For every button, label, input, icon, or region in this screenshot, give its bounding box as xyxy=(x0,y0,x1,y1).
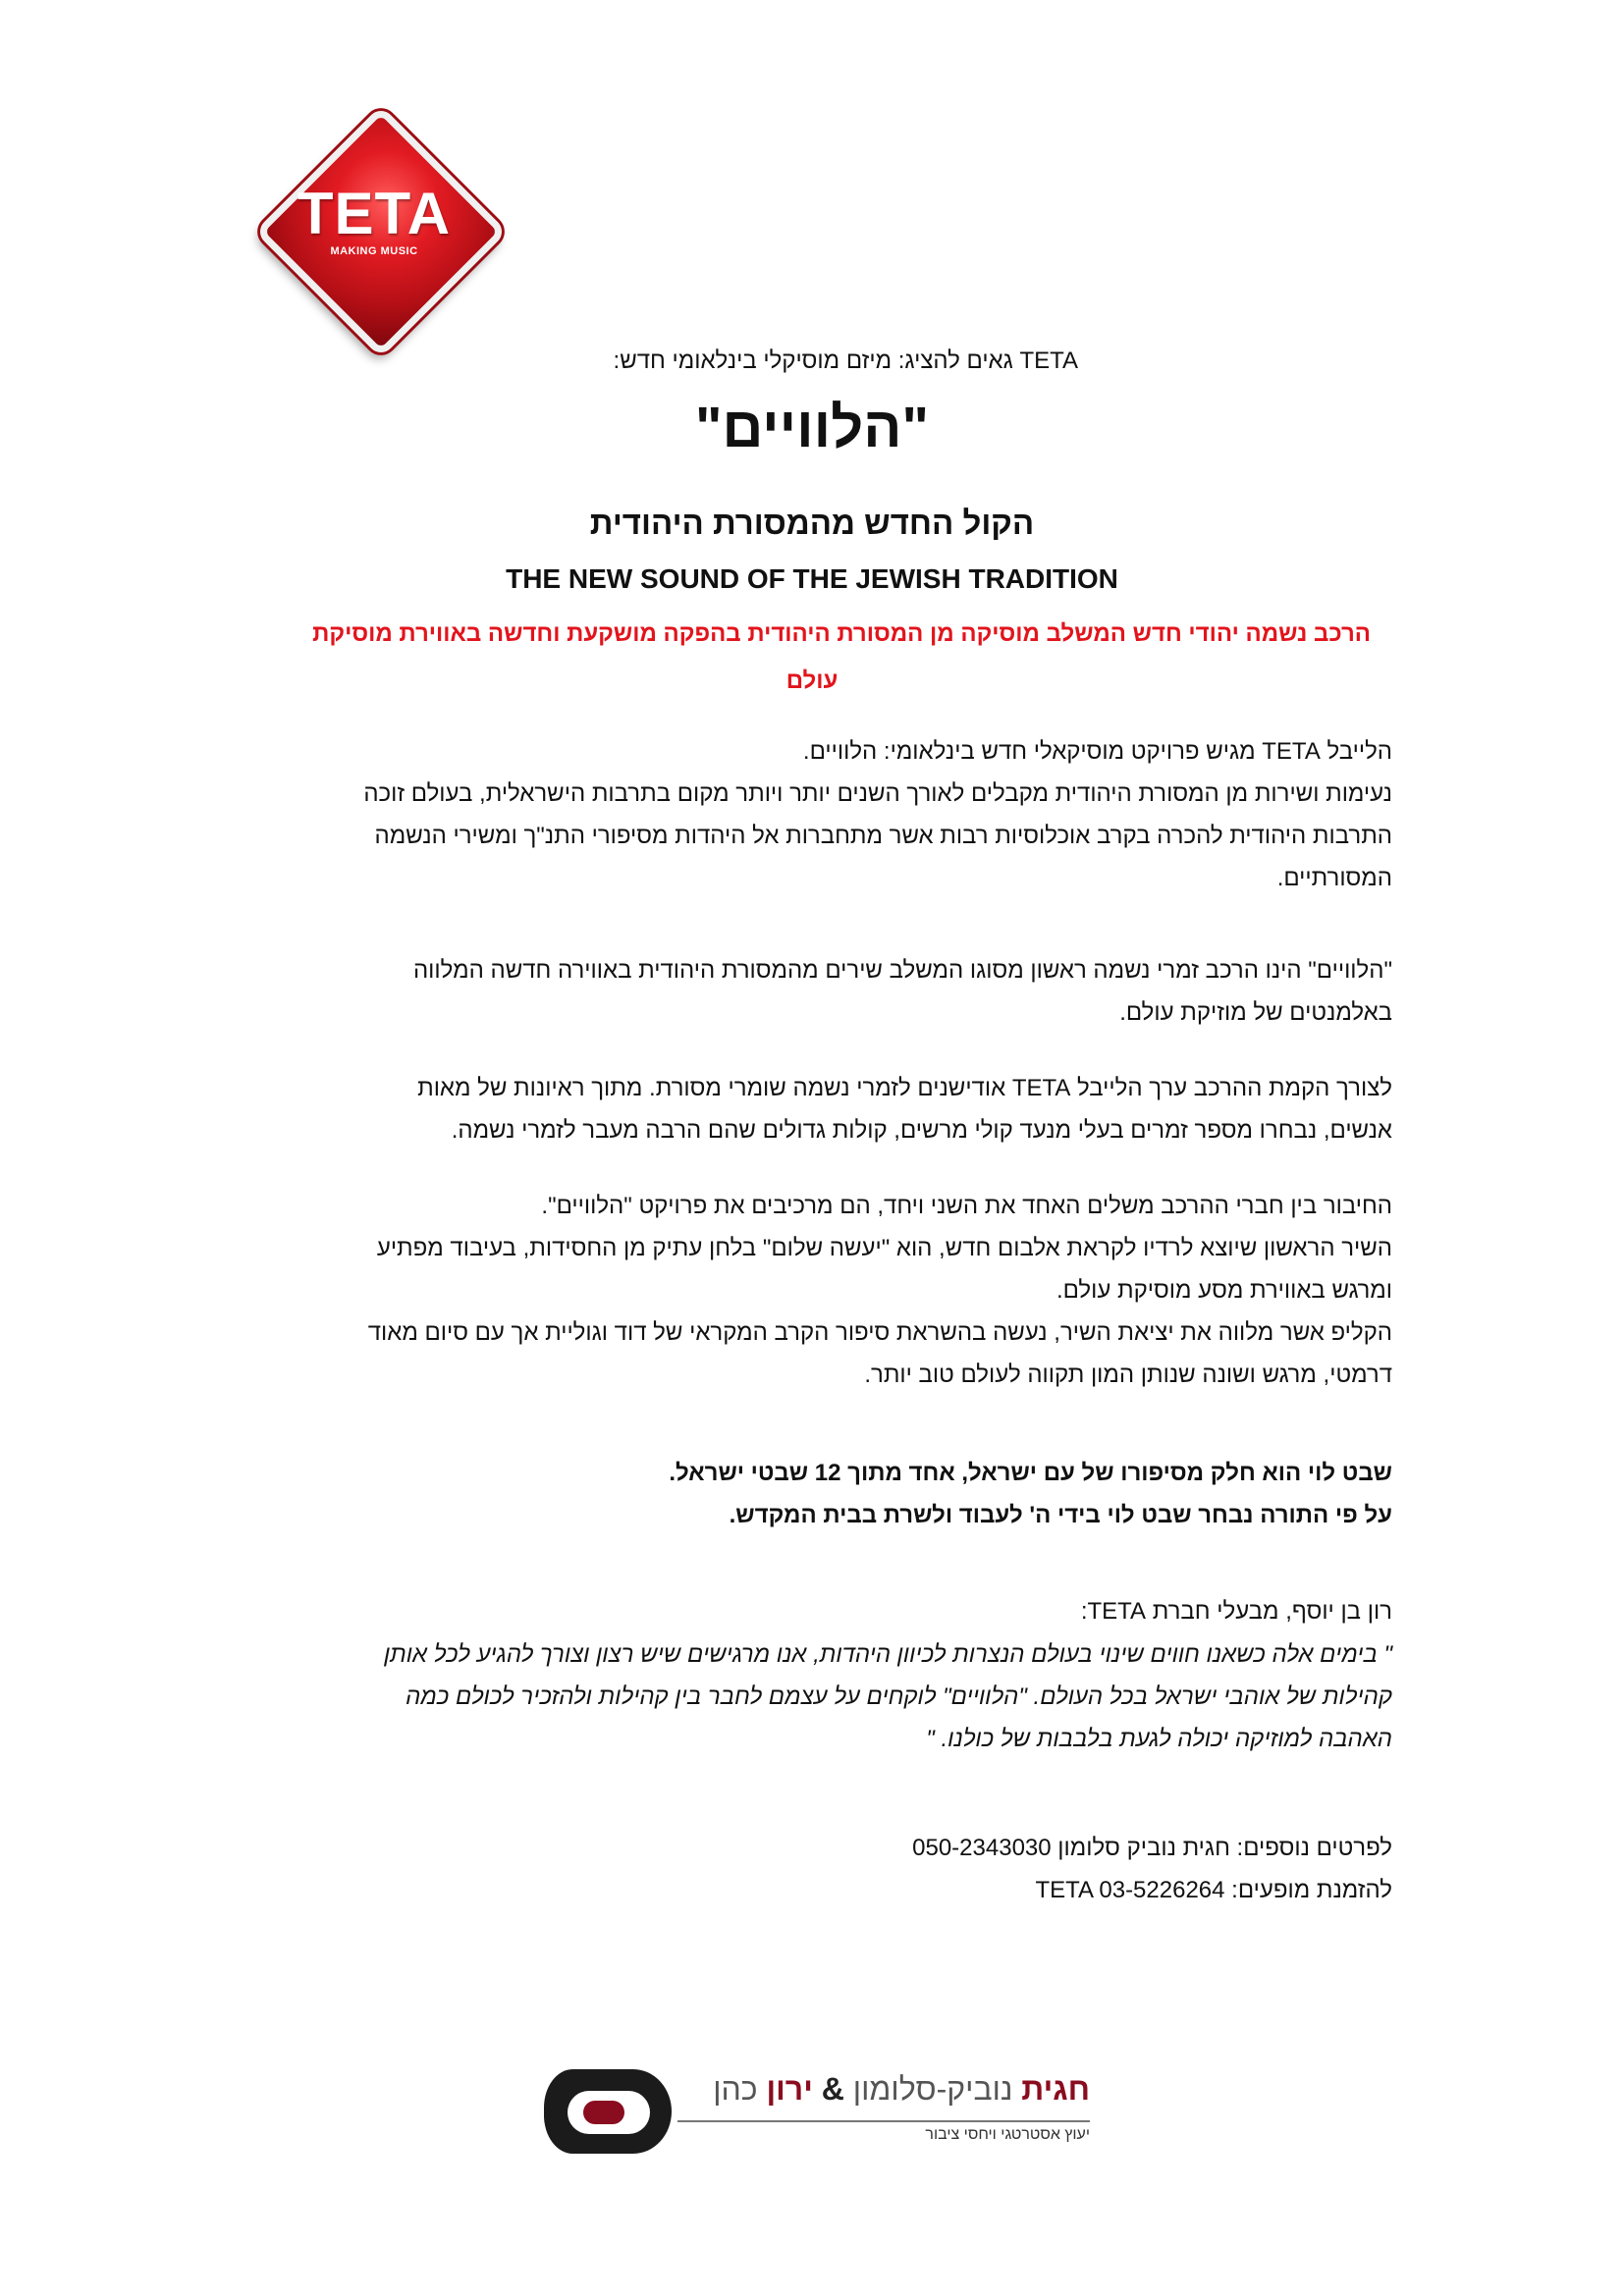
contact-line: לפרטים נוספים: חגית נוביק סלומון 050-2343030 xyxy=(912,1835,1392,1861)
footer-name-4: כהן xyxy=(713,2071,758,2107)
paragraph-3-line: אנשים, נבחרו מספר זמרים בעלי מנעד קולי מרשים, קולות גדולים שהם הרבה מעבר לזמרי נשמה. xyxy=(451,1117,1392,1144)
footer-logo xyxy=(544,2069,1090,2158)
paragraph-2-line: באלמנטים של מוזיקת עולם. xyxy=(1119,999,1392,1026)
paragraph-4 xyxy=(234,1185,1392,1396)
subtitle-hebrew: הקול החדש מהמסורת היהודית xyxy=(589,505,1035,541)
paragraph-4-line: ומרגש באווירת מסע מוסיקת עולם. xyxy=(1056,1277,1392,1304)
paragraph-4-line: הקליפ אשר מלווה את יציאת השיר, נעשה בהשראת סיפור הקרב המקראי של דוד וגוליית אך עם סיום מאוד xyxy=(367,1319,1392,1346)
footer-name-3: ירון xyxy=(766,2071,813,2107)
paragraph-5-line: על פי התורה נבחר שבט לוי בידי ה' לעבוד ולשרת בבית המקדש. xyxy=(729,1502,1392,1528)
paragraph-1-line: נעימות ושירות מן המסורת היהודית מקבלים לאורך השנים יותר ויותר מקום בתרבות הישראלית, בעולם זוכה xyxy=(363,780,1392,807)
quote-intro xyxy=(234,1590,1392,1632)
logo-tagline: MAKING MUSIC xyxy=(330,245,418,257)
quote-intro-line: רון בן יוסף, מבעלי חברת TETA: xyxy=(1080,1598,1392,1625)
quote-block xyxy=(234,1633,1392,1760)
red-headline-line-1: הרכב נשמה יהודי חדש המשלב מוסיקה מן המסורת היהודית בהפקה מושקעת וחדשה באווירת מוסיקת xyxy=(312,620,1371,647)
paragraph-2 xyxy=(234,949,1392,1034)
paragraph-5-bold xyxy=(234,1452,1392,1536)
quote-line: קהילות של אוהבי ישראל בכל העולם. "הלוויים" לוקחים על עצמם לחבר בין קהילות ולהזכיר לכולם כמה xyxy=(406,1683,1392,1710)
paragraph-3 xyxy=(234,1067,1392,1151)
footer-name-2: נוביק-סלומון xyxy=(852,2071,1013,2107)
footer-name-1: חגית xyxy=(1021,2071,1090,2107)
quote-line: האהבה למוזיקה יכולה לגעת בלבבות של כולנו. " xyxy=(926,1726,1392,1752)
page-title: "הלוויים" xyxy=(695,396,929,459)
footer-mark-dot xyxy=(583,2101,624,2124)
logo-text: TETA xyxy=(297,181,452,246)
paragraph-5-line: שבט לוי הוא חלק מסיפורו של עם ישראל, אחד מתוך 12 שבטי ישראל. xyxy=(669,1460,1392,1486)
quote-line: " בימים אלה כשאנו חווים שינוי בעולם הנצרות לכיוון היהדות, אנו מרגישים שיש רצון וצורך להגיע לכל אותן xyxy=(383,1641,1392,1668)
paragraph-1-line: הלייבל TETA מגיש פרויקט מוסיקאלי חדש בינלאומי: הלוויים. xyxy=(802,738,1392,765)
paragraph-4-line: דרמטי, מרגש ושונה שנותן המון תקווה לעולם טוב יותר. xyxy=(864,1362,1392,1388)
paragraph-1-line: התרבות היהודית להכרה בקרב אוכלוסיות רבות אשר מתחברות אל היהדות מסיפורי התנ"ך ומשירי הנשמה xyxy=(374,823,1392,849)
footer-ampersand: & xyxy=(821,2071,844,2107)
paragraph-1-line: המסורתיים. xyxy=(1276,865,1392,891)
paragraph-3-line: לצורך הקמת ההרכב ערך הלייבל TETA אודישנים לזמרי נשמה שומרי מסורת. מתוך ראיונות של מאות xyxy=(417,1075,1392,1101)
footer-company-name xyxy=(713,2071,1090,2108)
red-headline-line-2: עולם xyxy=(785,667,839,694)
footer-subtitle: יעוץ אסטרטגי ויחסי ציבור xyxy=(925,2126,1090,2143)
contact-line: להזמנת מופעים: TETA 03-5226264 xyxy=(1035,1877,1392,1903)
footer-mark-icon xyxy=(544,2069,672,2154)
paragraph-4-line: השיר הראשון שיוצא לרדיו לקראת אלבום חדש, הוא "יעשה שלום" בלחן עתיק מן החסידות, בעיבוד מפתיע xyxy=(376,1235,1392,1261)
subtitle-english: THE NEW SOUND OF THE JEWISH TRADITION xyxy=(506,563,1118,594)
teta-logo xyxy=(257,108,491,342)
footer-divider xyxy=(677,2120,1090,2122)
paragraph-4-line: החיבור בין חברי ההרכב משלים האחד את השני ויחד, הם מרכיבים את פרויקט "הלוויים". xyxy=(541,1193,1392,1219)
paragraph-1 xyxy=(234,730,1392,899)
paragraph-2-line: "הלוויים" הינו הרכב זמרי נשמה ראשון מסוגו המשלב שירים מהמסורת היהודית באווירה חדשה המלווה xyxy=(412,957,1392,984)
intro-line: TETA גאים להציג: מיזם מוסיקלי בינלאומי חדש: xyxy=(613,347,1078,374)
contact-block xyxy=(234,1827,1392,1911)
